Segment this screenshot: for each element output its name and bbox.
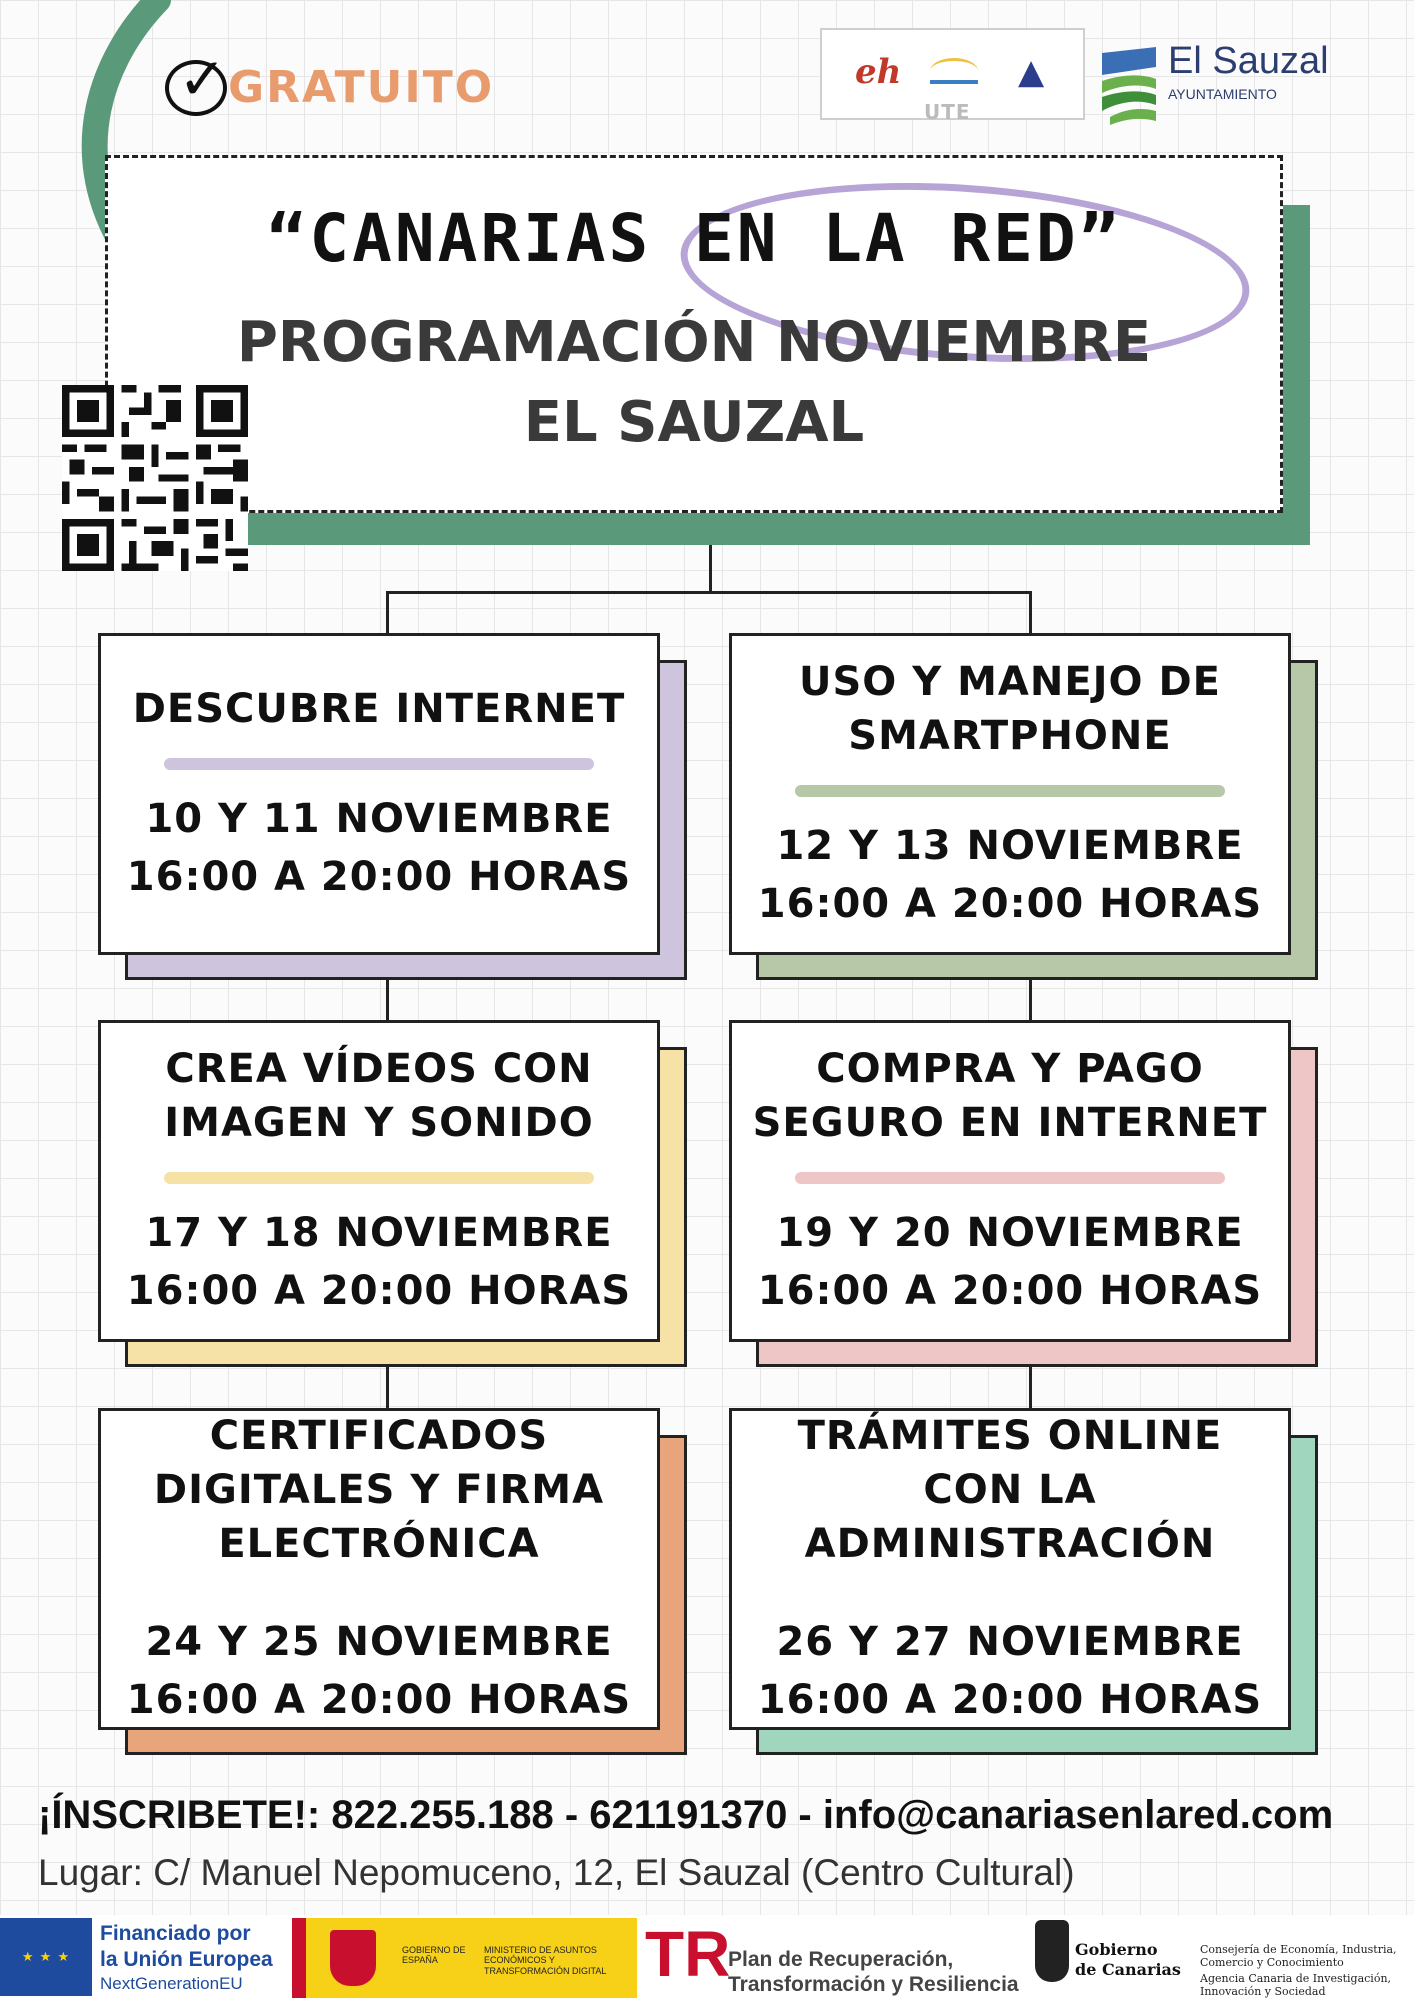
workshop-title: CREA VÍDEOS CON IMAGEN Y SONIDO (164, 1046, 594, 1146)
program-subtitle: PROGRAMACIÓN NOVIEMBRE (236, 310, 1152, 375)
workshop-card-compra-segura (729, 1020, 1291, 1342)
connector-line (386, 1366, 389, 1408)
workshop-time: 16:00 A 20:00 HORAS (757, 1677, 1263, 1723)
workshop-date: 12 Y 13 NOVIEMBRE (776, 823, 1244, 869)
workshop-date: 17 Y 18 NOVIEMBRE (145, 1210, 613, 1256)
workshop-card-smartphone (729, 633, 1291, 955)
workshop-card-crea-videos (98, 1020, 660, 1342)
prtr-logo: TR (645, 1918, 731, 1990)
coat-of-arms-icon (330, 1930, 376, 1986)
card-divider (164, 758, 594, 770)
gobierno-canarias-text: de Canarias (1075, 1960, 1181, 1979)
workshop-time: 16:00 A 20:00 HORAS (757, 881, 1263, 927)
workshop-title: COMPRA Y PAGO SEGURO EN INTERNET (752, 1046, 1268, 1146)
card-divider (795, 785, 1225, 797)
check-mark-icon: ✓ (178, 45, 227, 113)
workshop-date: 24 Y 25 NOVIEMBRE (145, 1619, 613, 1665)
gobierno-espana-text: GOBIERNO DE ESPAÑA (402, 1945, 466, 1966)
eu-funding-line: la Unión Europea (100, 1948, 273, 1971)
program-place: EL SAUZAL (523, 390, 865, 455)
workshop-time: 16:00 A 20:00 HORAS (126, 1268, 632, 1314)
prtr-text: Plan de Recuperación, (728, 1948, 954, 1971)
eu-flag-icon: ★ ★ ★ (0, 1918, 92, 1996)
connector-line (386, 978, 389, 1020)
consejeria-text: Consejería de Economía, Industria, Comercio y Conocimiento (1200, 1943, 1397, 1970)
card-divider (795, 1172, 1225, 1184)
prtr-text: Transformación y Resiliencia (728, 1973, 1019, 1996)
workshop-card-certificados (98, 1408, 660, 1730)
book-logo-icon (930, 58, 978, 84)
eu-funding-line: Financiado por (100, 1922, 251, 1945)
connector-line (709, 545, 712, 593)
agencia-text: Agencia Canaria de Investigación, Innovación y Sociedad (1200, 1972, 1392, 1999)
free-badge: GRATUITO (228, 62, 495, 113)
flag-stripe (292, 1918, 306, 1998)
connector-line (1029, 1366, 1032, 1408)
workshop-time: 16:00 A 20:00 HORAS (757, 1268, 1263, 1314)
workshop-card-descubre-internet (98, 633, 660, 955)
gobierno-canarias-shield-icon (1035, 1920, 1069, 1982)
workshop-title: DESCUBRE INTERNET (132, 686, 626, 732)
municipality-name: El Sauzal (1168, 40, 1329, 82)
workshop-date: 19 Y 20 NOVIEMBRE (776, 1210, 1244, 1256)
card-divider (164, 1172, 594, 1184)
gobierno-canarias-text: Gobierno (1075, 1940, 1158, 1959)
contact-info[interactable]: ¡ÍNSCRIBETE!: 822.255.188 - 621191370 - info@canariasenlared.com (38, 1793, 1334, 1837)
eu-funding-line: NextGenerationEU (100, 1974, 243, 1993)
venue-address: Lugar: C/ Manuel Nepomuceno, 12, El Sauzal (Centro Cultural) (38, 1852, 1075, 1893)
workshop-title: USO Y MANEJO DE SMARTPHONE (798, 659, 1221, 759)
workshop-time: 16:00 A 20:00 HORAS (126, 854, 632, 900)
workshop-card-tramites (729, 1408, 1291, 1730)
page-title: “CANARIAS EN LA RED” (266, 200, 1122, 277)
municipality-subtitle: AYUNTAMIENTO (1168, 86, 1277, 102)
emblem-logo-icon: ▲ (1018, 52, 1045, 92)
workshop-title: CERTIFICADOS DIGITALES Y FIRMA ELECTRÓNICA (153, 1413, 605, 1567)
workshop-date: 26 Y 27 NOVIEMBRE (776, 1619, 1244, 1665)
connector-line (1029, 591, 1032, 633)
workshop-title: TRÁMITES ONLINE CON LA ADMINISTRACIÓN (797, 1413, 1223, 1567)
connector-line (1029, 978, 1032, 1020)
ministerio-text: MINISTERIO DE ASUNTOS ECONÓMICOS Y TRANSFORMACIÓN DIGITAL (484, 1945, 607, 1976)
eh-logo: eh (855, 52, 902, 92)
connector-line (386, 591, 1031, 594)
ute-label: UTE (924, 100, 971, 124)
qr-code[interactable] (62, 385, 248, 571)
connector-line (386, 591, 389, 633)
workshop-date: 10 Y 11 NOVIEMBRE (145, 796, 613, 842)
el-sauzal-logo-icon (1100, 45, 1158, 125)
workshop-time: 16:00 A 20:00 HORAS (126, 1677, 632, 1723)
